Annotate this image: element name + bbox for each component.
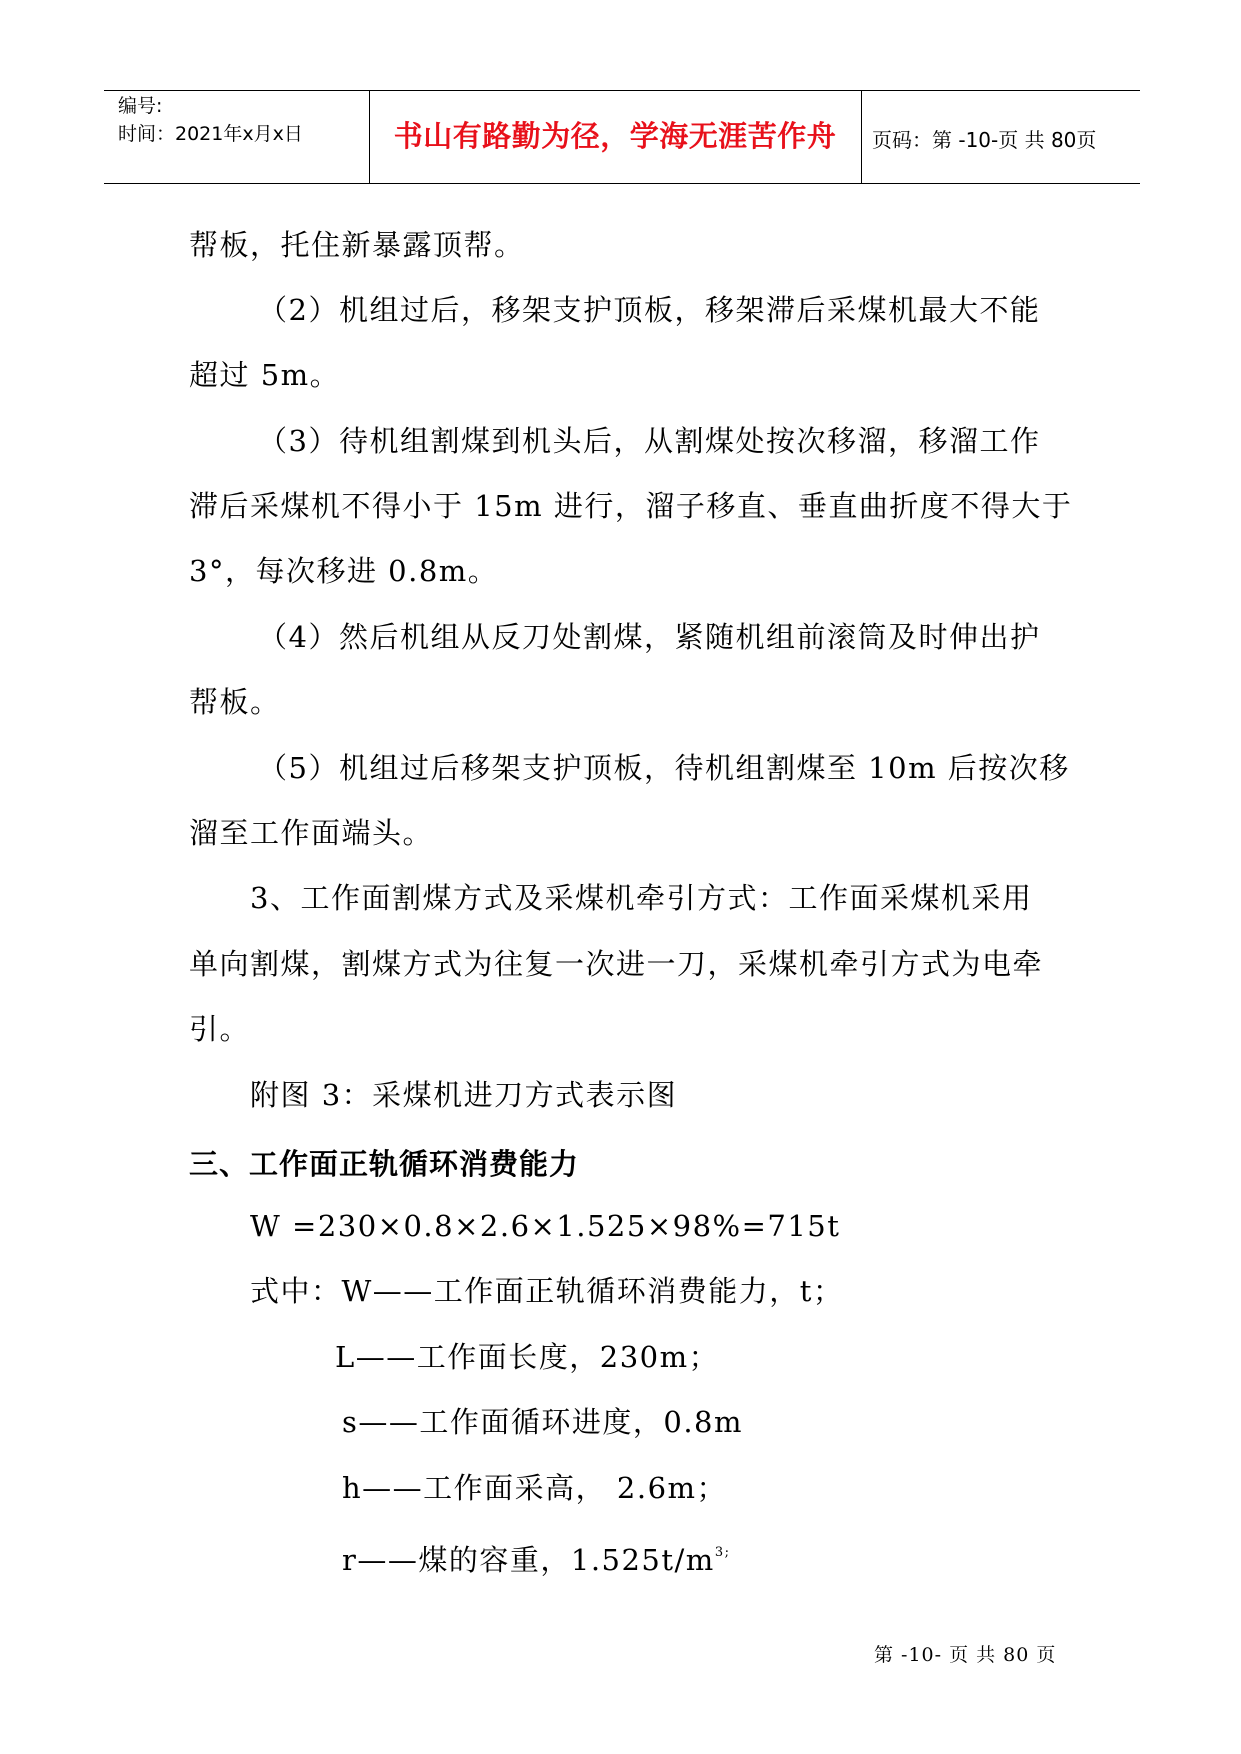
- superscript: 3;: [714, 1545, 731, 1560]
- formula-var-l: L——工作面长度，230m；: [335, 1340, 720, 1374]
- header-divider-left: [369, 90, 370, 183]
- formula: W =230×0.8×2.6×1.525×98%=715t: [250, 1209, 841, 1243]
- body-line: （2）机组过后，移架支护顶板，移架滞后采煤机最大不能: [258, 293, 1041, 327]
- section-heading: 三、工作面正轨循环消费能力: [189, 1147, 580, 1181]
- body-line: （4）然后机组从反刀处割煤，紧随机组前滚筒及时伸出护: [258, 620, 1041, 654]
- formula-var-r-text: r——煤的容重，1.525t/m: [342, 1543, 715, 1577]
- page-footer: 第 -10- 页 共 80 页: [874, 1644, 1057, 1666]
- formula-var-s: s——工作面循环进度，0.8m: [342, 1405, 744, 1439]
- body-line: 3°，每次移进 0.8m。: [189, 554, 499, 588]
- body-line: 3、工作面割煤方式及采煤机牵引方式：工作面采煤机采用: [250, 881, 1033, 915]
- time-label: 时间：2021年x月x日: [118, 123, 303, 145]
- header-motto: 书山有路勤为径，学海无涯苦作舟: [393, 119, 837, 153]
- body-line: 超过 5m。: [189, 358, 341, 392]
- number-label: 编号:: [118, 95, 163, 117]
- formula-var-h: h——工作面采高， 2.6m；: [342, 1471, 728, 1505]
- header-top-rule: [104, 90, 1140, 91]
- body-line: （3）待机组割煤到机头后，从割煤处按次移溜，移溜工作: [258, 424, 1041, 458]
- body-line: 帮板，托住新暴露顶帮。: [189, 228, 525, 262]
- figure-reference: 附图 3：采煤机进刀方式表示图: [250, 1078, 678, 1112]
- body-line: 溜至工作面端头。: [189, 816, 434, 850]
- header-page-label: 页码：第 -10-页 共 80页: [872, 128, 1097, 152]
- header-divider-right: [861, 90, 862, 183]
- header-bottom-rule: [104, 183, 1140, 184]
- formula-legend: 式中：W——工作面正轨循环消费能力，t；: [250, 1274, 844, 1308]
- formula-var-r: [342, 1535, 730, 1578]
- body-line: （5）机组过后移架支护顶板，待机组割煤至 10m 后按次移: [258, 751, 1070, 785]
- body-line: 滞后采煤机不得小于 15m 进行，溜子移直、垂直曲折度不得大于: [189, 489, 1073, 523]
- body-line: 帮板。: [189, 685, 281, 719]
- body-line: 引。: [189, 1012, 251, 1046]
- header-meta: [118, 92, 303, 148]
- body-line: 单向割煤，割煤方式为往复一次进一刀，采煤机牵引方式为电牵: [189, 947, 1044, 981]
